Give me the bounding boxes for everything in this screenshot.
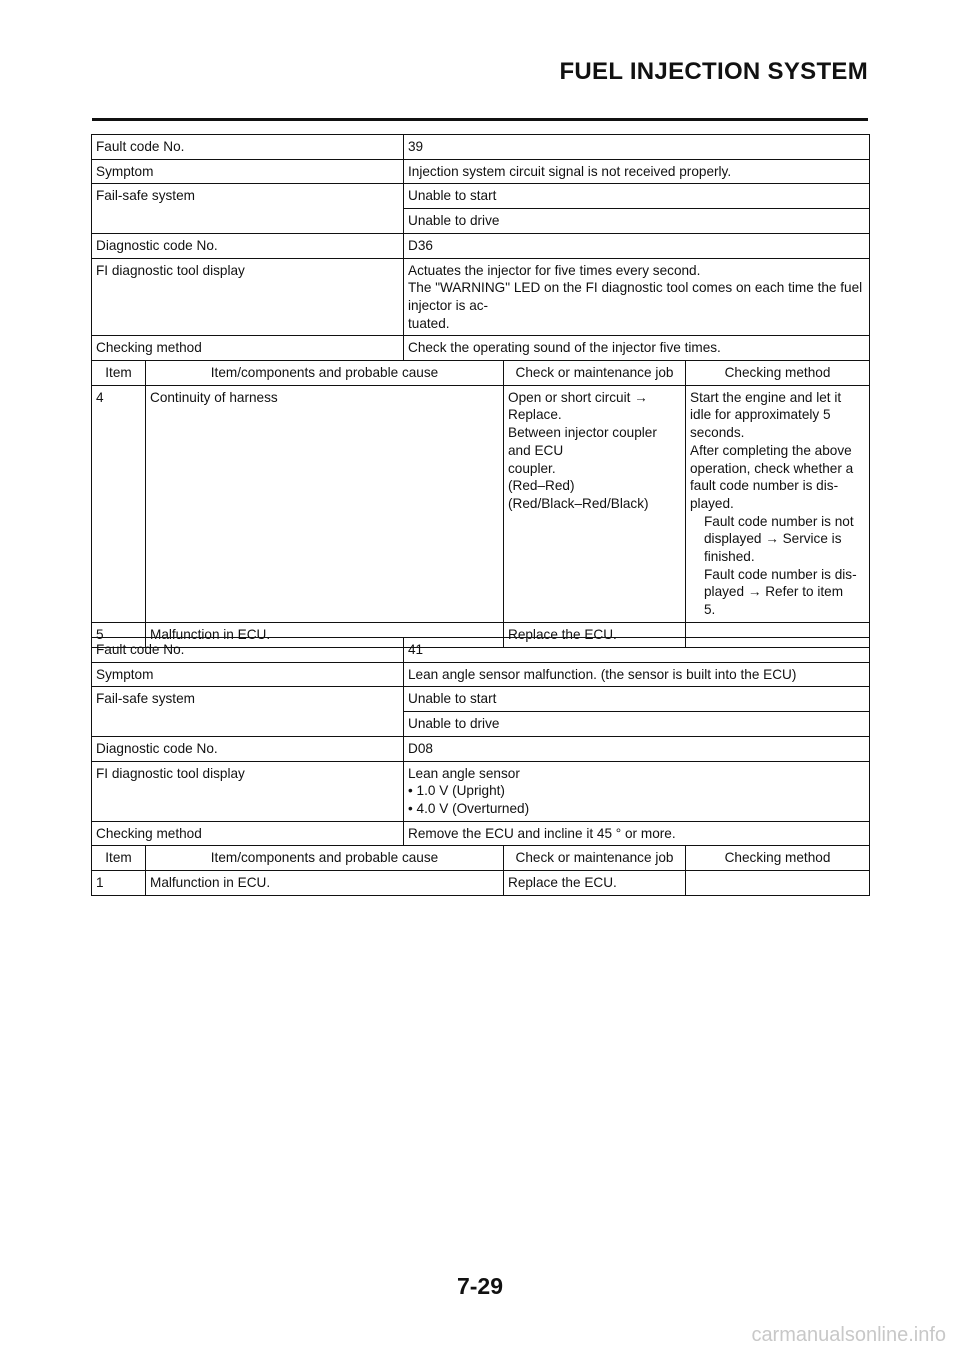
fault-table-39 <box>91 134 870 648</box>
check-line: (Red–Red) <box>508 478 575 494</box>
fi-display-row <box>92 258 870 336</box>
symptom-row <box>92 662 870 687</box>
method-indent-line: finished. <box>704 549 755 565</box>
checking-method-row <box>92 821 870 846</box>
method-line: After completing the above <box>690 442 852 458</box>
symptom-label: Symptom <box>92 159 404 184</box>
item-component: Malfunction in ECU. <box>146 622 504 647</box>
item-check <box>504 385 686 622</box>
page-number: 7-29 <box>456 1273 504 1299</box>
col-method-header: Checking method <box>686 846 870 871</box>
col-check-header: Check or maintenance job <box>504 846 686 871</box>
fail-safe-value: Unable to start <box>404 687 870 712</box>
fail-safe-value: Unable to drive <box>404 712 870 737</box>
method-indent-line: Fault code number is dis- <box>704 566 857 582</box>
fault-table-41 <box>91 637 870 896</box>
fail-safe-value: Unable to drive <box>404 209 870 234</box>
col-item-header: Item <box>92 846 146 871</box>
fail-safe-row <box>92 687 870 712</box>
fault-code-label: Fault code No. <box>92 135 404 160</box>
symptom-value: Injection system circuit signal is not received properly. <box>404 159 870 184</box>
fi-display-line: Actuates the injector for five times every second. <box>408 262 701 278</box>
symptom-label: Symptom <box>92 662 404 687</box>
col-check-header: Check or maintenance job <box>504 361 686 386</box>
col-method-header: Checking method <box>686 361 870 386</box>
diagnostic-code-value: D08 <box>404 736 870 761</box>
item-component: Continuity of harness <box>146 385 504 622</box>
method-indent-line: Fault code number is not <box>704 513 854 529</box>
fault-code-value: 39 <box>404 135 870 160</box>
item-check: Replace the ECU. <box>504 871 686 896</box>
col-item-header: Item <box>92 361 146 386</box>
column-header-row <box>92 846 870 871</box>
symptom-value: Lean angle sensor malfunction. (the sensor is built into the ECU) <box>404 662 870 687</box>
col-components-header: Item/components and probable cause <box>146 846 504 871</box>
fault-code-value: 41 <box>404 638 870 663</box>
item-check: Replace the ECU. <box>504 622 686 647</box>
fault-code-row <box>92 135 870 160</box>
table-row <box>92 871 870 896</box>
item-number: 4 <box>92 385 146 622</box>
item-number: 1 <box>92 871 146 896</box>
check-line: Between injector coupler and ECU <box>508 425 657 458</box>
fail-safe-value: Unable to start <box>404 184 870 209</box>
method-line: operation, check whether a <box>690 460 854 476</box>
header-rule <box>92 118 868 121</box>
diagnostic-code-row <box>92 233 870 258</box>
item-number: 5 <box>92 622 146 647</box>
item-method <box>686 871 870 896</box>
col-components-header: Item/components and probable cause <box>146 361 504 386</box>
fi-display-value <box>404 761 870 821</box>
checking-method-label: Checking method <box>92 821 404 846</box>
fi-display-value <box>404 258 870 336</box>
fault-code-row <box>92 638 870 663</box>
fi-display-label: FI diagnostic tool display <box>92 761 404 821</box>
fi-display-row <box>92 761 870 821</box>
diagnostic-code-label: Diagnostic code No. <box>92 736 404 761</box>
diagnostic-code-row <box>92 736 870 761</box>
fault-code-label: Fault code No. <box>92 638 404 663</box>
method-line: seconds. <box>690 425 745 441</box>
fi-display-bullet: • 1.0 V (Upright) <box>408 782 865 800</box>
method-line: played. <box>690 495 734 511</box>
method-indent-line: 5. <box>704 602 716 618</box>
symptom-row <box>92 159 870 184</box>
item-method <box>686 385 870 622</box>
diagnostic-code-label: Diagnostic code No. <box>92 233 404 258</box>
watermark: carmanualsonline.info <box>751 1324 946 1346</box>
fi-display-line: Lean angle sensor <box>408 765 520 781</box>
fi-display-bullet: • 4.0 V (Overturned) <box>408 800 865 818</box>
check-line: Open or short circuit → Replace. <box>508 389 648 423</box>
checking-method-label: Checking method <box>92 336 404 361</box>
diagnostic-code-value: D36 <box>404 233 870 258</box>
checking-method-value: Check the operating sound of the injector five times. <box>404 336 870 361</box>
check-line: (Red/Black–Red/Black) <box>508 495 649 511</box>
method-line: fault code number is dis- <box>690 478 839 494</box>
method-line: Start the engine and let it <box>690 389 842 405</box>
fail-safe-label: Fail-safe system <box>92 184 404 233</box>
method-line: idle for approximately 5 <box>690 407 831 423</box>
method-indent-line: played → Refer to item <box>704 584 844 600</box>
fi-display-label: FI diagnostic tool display <box>92 258 404 336</box>
fi-display-line: tuated. <box>408 315 450 331</box>
fi-display-line: The "WARNING" LED on the FI diagnostic tool comes on each time the fuel injector is ac- <box>408 280 863 313</box>
checking-method-row <box>92 336 870 361</box>
table-row <box>92 385 870 622</box>
checking-method-value: Remove the ECU and incline it 45 ° or more. <box>404 821 870 846</box>
fail-safe-label: Fail-safe system <box>92 687 404 736</box>
fail-safe-row <box>92 184 870 209</box>
page-section-title: FUEL INJECTION SYSTEM <box>559 58 868 85</box>
item-component: Malfunction in ECU. <box>146 871 504 896</box>
method-indent-line: displayed → Service is <box>704 531 842 547</box>
check-line: coupler. <box>508 460 556 476</box>
column-header-row <box>92 361 870 386</box>
